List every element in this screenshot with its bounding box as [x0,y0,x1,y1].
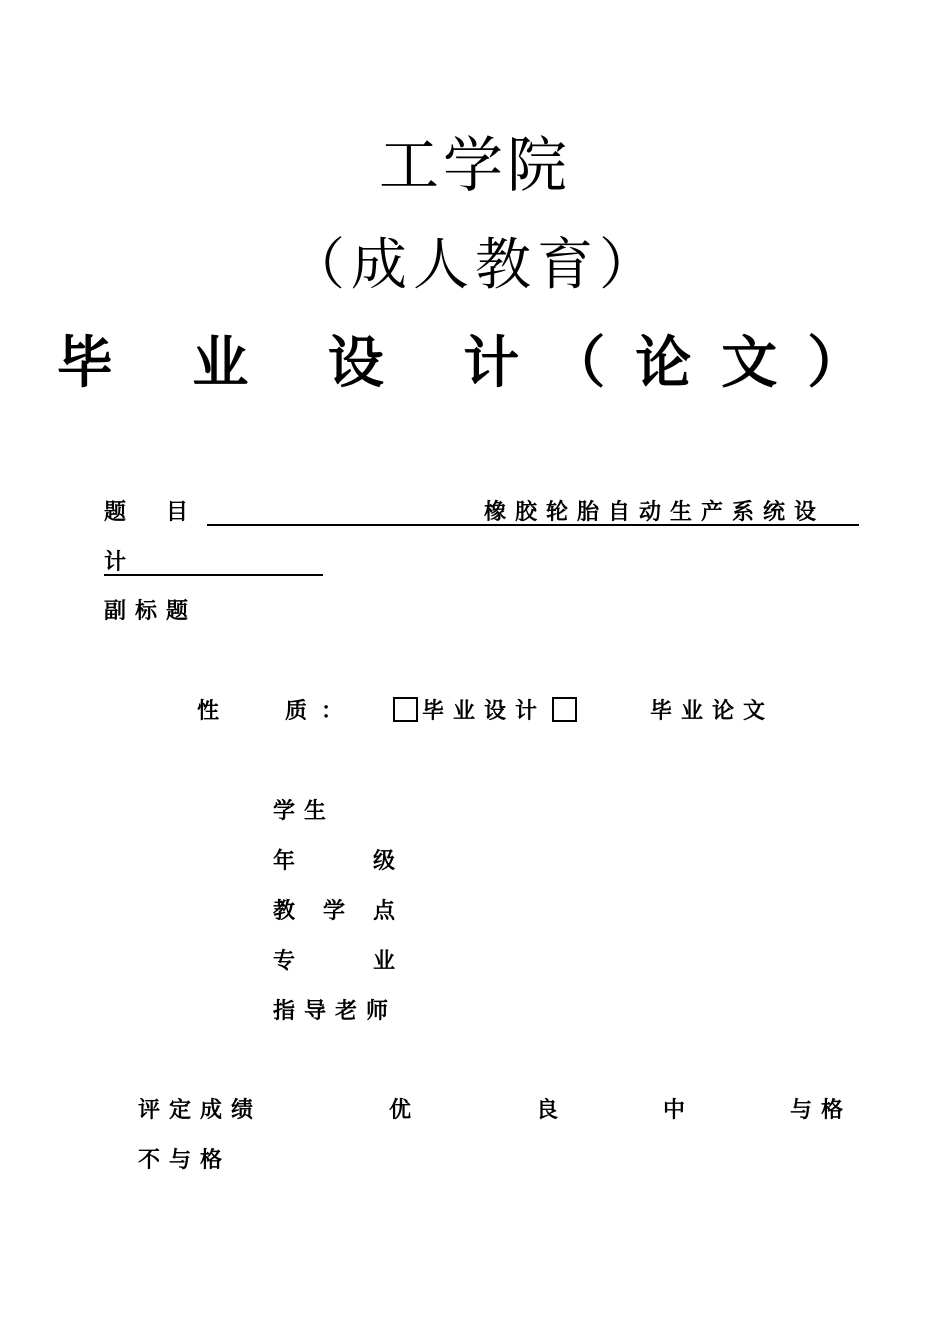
title-value-continuation: 计 [104,550,127,575]
thesis-checkbox[interactable] [552,697,577,722]
nature-label [197,698,357,726]
nature-label-first: 性 [197,699,220,724]
title-continuation-underline [104,574,323,576]
evaluation-label: 评定成绩 [138,1098,263,1123]
title-value: 橡胶轮胎自动生产系统设 [484,500,826,525]
design-checkbox[interactable] [393,697,418,722]
grade-label: 年级 [273,849,474,874]
title-label: 题目 [104,500,229,525]
student-label: 学生 [273,799,336,824]
advisor-label: 指导老师 [273,999,398,1024]
major-label: 专业 [273,949,474,974]
nature-label-second: 质： [285,699,358,724]
teaching-site-label: 教学点 [273,899,424,924]
grade-medium: 中 [663,1098,686,1123]
institution-name: 工学院 [379,131,571,201]
education-type: （成人教育） [289,233,661,298]
grade-fail: 不与格 [138,1148,232,1173]
grade-pass: 与格 [790,1098,853,1123]
subtitle-label: 副标题 [104,599,198,624]
design-option-label: 毕业设计 [422,699,547,724]
document-type-title: 毕 业 设 计（论文） [56,331,894,396]
thesis-option-label: 毕业论文 [650,699,775,724]
grade-excellent: 优 [389,1098,412,1123]
grade-good: 良 [536,1098,559,1123]
